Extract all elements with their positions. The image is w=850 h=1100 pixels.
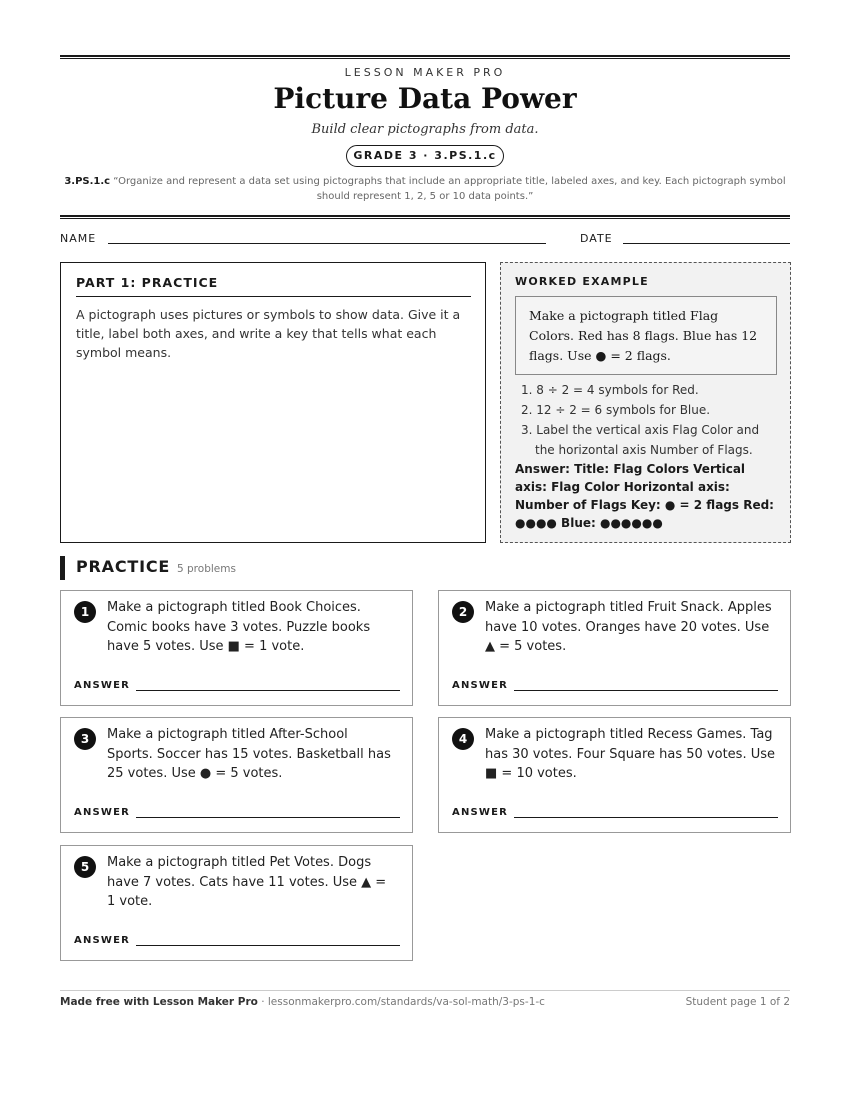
practice-heading: PRACTICE bbox=[76, 557, 171, 576]
part1-heading: PART 1: PRACTICE bbox=[76, 275, 471, 297]
date-label: DATE bbox=[580, 232, 613, 245]
footer-url: · lessonmakerpro.com/standards/va-sol-math/3-ps-1-c bbox=[257, 996, 545, 1008]
answer-field[interactable] bbox=[514, 690, 778, 691]
worked-step: 3. Label the vertical axis Flag Color and the horizontal axis Number of Flags. bbox=[521, 423, 760, 457]
part1-box bbox=[60, 262, 486, 543]
problem-card-4 bbox=[438, 717, 791, 833]
problem-number-badge: 4 bbox=[452, 728, 474, 750]
standard-text: “Organize and represent a data set using pictographs that include an appropriate title, labeled axes, and key. Each pictograph symbol should represent 1, 2, 5 or 10 data points.” bbox=[113, 176, 786, 202]
answer-field[interactable] bbox=[514, 817, 778, 818]
problem-number-badge: 5 bbox=[74, 856, 96, 878]
problem-text: Make a pictograph titled Recess Games. Tag has 30 votes. Four Square has 50 votes. Use ■ = 10 votes. bbox=[485, 727, 775, 781]
name-label: NAME bbox=[60, 232, 97, 245]
worked-example-box bbox=[500, 262, 791, 543]
problem-number-badge: 1 bbox=[74, 601, 96, 623]
answer-label: ANSWER bbox=[74, 935, 131, 946]
answer-label: ANSWER bbox=[74, 680, 131, 691]
top-rule bbox=[60, 55, 790, 59]
worked-step: 2. 12 ÷ 2 = 6 symbols for Blue. bbox=[521, 403, 711, 417]
answer-label: ANSWER bbox=[74, 807, 131, 818]
footer-page-number: Student page 1 of 2 bbox=[685, 996, 790, 1008]
worked-example-heading: WORKED EXAMPLE bbox=[515, 275, 649, 288]
answer-field[interactable] bbox=[136, 817, 400, 818]
grade-badge: GRADE 3 · 3.PS.1.c bbox=[346, 145, 504, 167]
worked-example-answer: Answer: Title: Flag Colors Vertical axis: Flag Color Horizontal axis: Number of Flags Key: ● = 2 flags Red: ●●●● Blue: ●●●●●● bbox=[515, 462, 774, 530]
standard-statement bbox=[60, 174, 790, 204]
name-field[interactable] bbox=[108, 243, 546, 244]
problem-card-3 bbox=[60, 717, 413, 833]
problem-number-badge: 2 bbox=[452, 601, 474, 623]
page-title: Picture Data Power bbox=[273, 82, 577, 115]
problem-card-5 bbox=[60, 845, 413, 961]
problem-text: Make a pictograph titled After-School Sports. Soccer has 15 votes. Basketball has 25 votes. Use ● = 5 votes. bbox=[107, 727, 391, 781]
practice-count: 5 problems bbox=[177, 563, 236, 575]
worked-example-problem: Make a pictograph titled Flag Colors. Red has 8 flags. Blue has 12 flags. Use ● = 2 flags. bbox=[515, 296, 777, 375]
worked-example-steps bbox=[515, 380, 779, 460]
answer-label: ANSWER bbox=[452, 807, 509, 818]
worked-step: 1. 8 ÷ 2 = 4 symbols for Red. bbox=[521, 383, 699, 397]
footer-made-with: Made free with Lesson Maker Pro bbox=[60, 996, 258, 1008]
problem-card-2 bbox=[438, 590, 791, 706]
answer-field[interactable] bbox=[136, 945, 400, 946]
footer-divider bbox=[60, 990, 790, 991]
problem-text: Make a pictograph titled Fruit Snack. Apples have 10 votes. Oranges have 20 votes. Use ▲ = 5 votes. bbox=[485, 600, 772, 654]
page-subtitle: Build clear pictographs from data. bbox=[311, 122, 539, 137]
answer-field[interactable] bbox=[136, 690, 400, 691]
brand-name: LESSON MAKER PRO bbox=[344, 66, 506, 79]
problem-card-1 bbox=[60, 590, 413, 706]
part1-body: A pictograph uses pictures or symbols to show data. Give it a title, label both axes, and write a key that tells what each symbol means. bbox=[76, 307, 461, 360]
problem-text: Make a pictograph titled Pet Votes. Dogs have 7 votes. Cats have 11 votes. Use ▲ = 1 vote. bbox=[107, 855, 387, 909]
answer-label: ANSWER bbox=[452, 680, 509, 691]
header-bottom-rule bbox=[60, 215, 790, 219]
footer-credit bbox=[60, 996, 545, 1008]
date-field[interactable] bbox=[623, 243, 790, 244]
standard-code: 3.PS.1.c bbox=[64, 176, 111, 187]
practice-accent-bar bbox=[60, 556, 65, 580]
problem-number-badge: 3 bbox=[74, 728, 96, 750]
problem-text: Make a pictograph titled Book Choices. Comic books have 3 votes. Puzzle books have 5 votes. Use ■ = 1 vote. bbox=[107, 600, 371, 654]
